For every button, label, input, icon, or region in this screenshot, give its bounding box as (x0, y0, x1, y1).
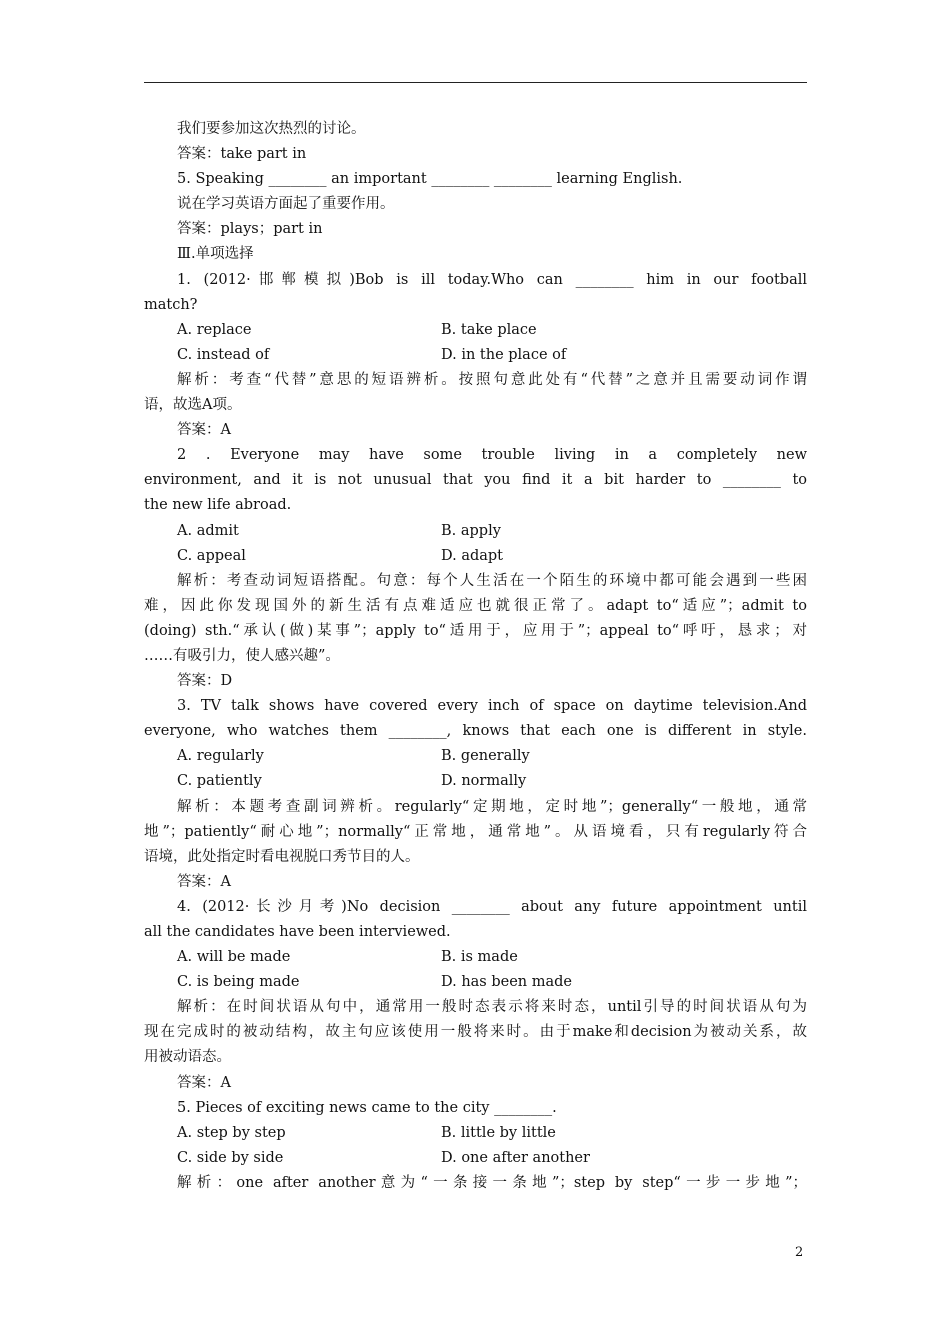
option-right: B. apply (441, 522, 501, 539)
option-row (144, 744, 807, 769)
option-right: B. take place (441, 321, 537, 338)
text-line: 语，故选A项。 (144, 397, 242, 414)
text-line: (doing) sth.“承认(做)某事”；apply to“适用于，应用于”；appeal to“呼吁，恳求；对 (144, 622, 807, 639)
option-row (144, 1121, 807, 1146)
option-right: D. in the place of (441, 346, 567, 363)
option-right: B. little by little (441, 1124, 556, 1141)
option-left: C. side by side (177, 1149, 284, 1166)
page-number: 2 (795, 1245, 804, 1260)
text-line: 5. Pieces of exciting news came to the city ________. (177, 1099, 557, 1116)
text-line: all the candidates have been interviewed. (144, 924, 451, 940)
option-row (144, 769, 807, 794)
text-line: Ⅲ.单项选择 (177, 246, 254, 263)
text-line: 答案：A (177, 422, 231, 439)
text-line: environment, and it is not unusual that you find it a bit harder to ________ to (144, 472, 807, 489)
text-line: 5. Speaking ________ an important ________ ________ learning English. (177, 171, 683, 188)
text-line: 2 . Everyone may have some trouble living in a completely new (177, 447, 807, 464)
option-row (144, 945, 807, 970)
option-left: A. will be made (177, 949, 291, 966)
text-line: 现在完成时的被动结构，故主句应该使用一般将来时。由于make和decision为被动关系，故 (144, 1024, 807, 1041)
text-line: 3. TV talk shows have covered every inch of space on daytime television.And (177, 698, 807, 715)
text-line: 答案：plays；part in (177, 221, 323, 238)
option-right: D. adapt (441, 547, 504, 564)
text-line: 解析：考查“代替”意思的短语辨析。按照句意此处有“代替”之意并且需要动词作谓 (177, 371, 807, 388)
text-line: 解析：本题考查副词辨析。regularly“定期地，定时地”；generally“一般地，通常 (177, 798, 807, 815)
option-left: A. step by step (177, 1124, 286, 1141)
text-line: 1. (2012·邯郸模拟)Bob is ill today.Who can ________ him in our football (177, 271, 807, 288)
option-left: A. replace (177, 321, 252, 338)
option-right: D. one after another (441, 1149, 590, 1166)
option-row (144, 544, 807, 569)
option-right: B. generally (441, 748, 530, 765)
option-left: A. regularly (177, 748, 264, 765)
option-left: C. instead of (177, 346, 270, 363)
text-line: 4. (2012·长沙月考)No decision ________ about any future appointment until (177, 898, 807, 915)
text-line: 用被动语态。 (144, 1049, 231, 1066)
option-row (144, 1146, 807, 1171)
text-line: 语境，此处指定时看电视脱口秀节目的人。 (144, 848, 420, 865)
text-line: the new life abroad. (144, 497, 292, 514)
option-right: D. has been made (441, 974, 573, 991)
text-line: 地”；patiently“耐心地”；normally“正常地，通常地”。从语境看，只有regularly符合 (144, 823, 807, 840)
option-row (144, 970, 807, 995)
text-line: 答案：A (177, 873, 231, 890)
option-left: A. admit (177, 522, 239, 539)
option-left: C. appeal (177, 547, 246, 564)
text-line: ……有吸引力，使人感兴趣”。 (144, 647, 340, 664)
header-rule (144, 82, 807, 83)
text-line: 解析：在时间状语从句中，通常用一般时态表示将来时态，until引导的时间状语从句为 (177, 999, 807, 1016)
text-line: everyone, who watches them ________, knows that each one is different in style. (144, 723, 807, 740)
document-body (144, 117, 807, 1196)
option-row (144, 318, 807, 343)
option-row (144, 343, 807, 368)
option-right: D. normally (441, 773, 527, 790)
text-line: 答案：A (177, 1074, 231, 1091)
text-line: 说在学习英语方面起了重要作用。 (177, 196, 395, 213)
option-right: B. is made (441, 949, 518, 966)
text-line: 我们要参加这次热烈的讨论。 (177, 121, 366, 137)
text-line: 答案：D (177, 673, 233, 690)
text-line: match? (144, 296, 198, 313)
text-line: 难，因此你发现国外的新生活有点难适应也就很正常了。adapt to“适应”；admit to (144, 597, 807, 614)
option-left: C. is being made (177, 974, 300, 991)
text-line: 答案：take part in (177, 146, 307, 163)
text-line: 解析：考查动词短语搭配。句意：每个人生活在一个陌生的环境中都可能会遇到一些困 (177, 572, 807, 589)
option-left: C. patiently (177, 773, 262, 790)
text-line: 解析：one after another意为“一条接一条地”；step by step“一步一步地”； (177, 1174, 807, 1191)
option-row (144, 519, 807, 544)
